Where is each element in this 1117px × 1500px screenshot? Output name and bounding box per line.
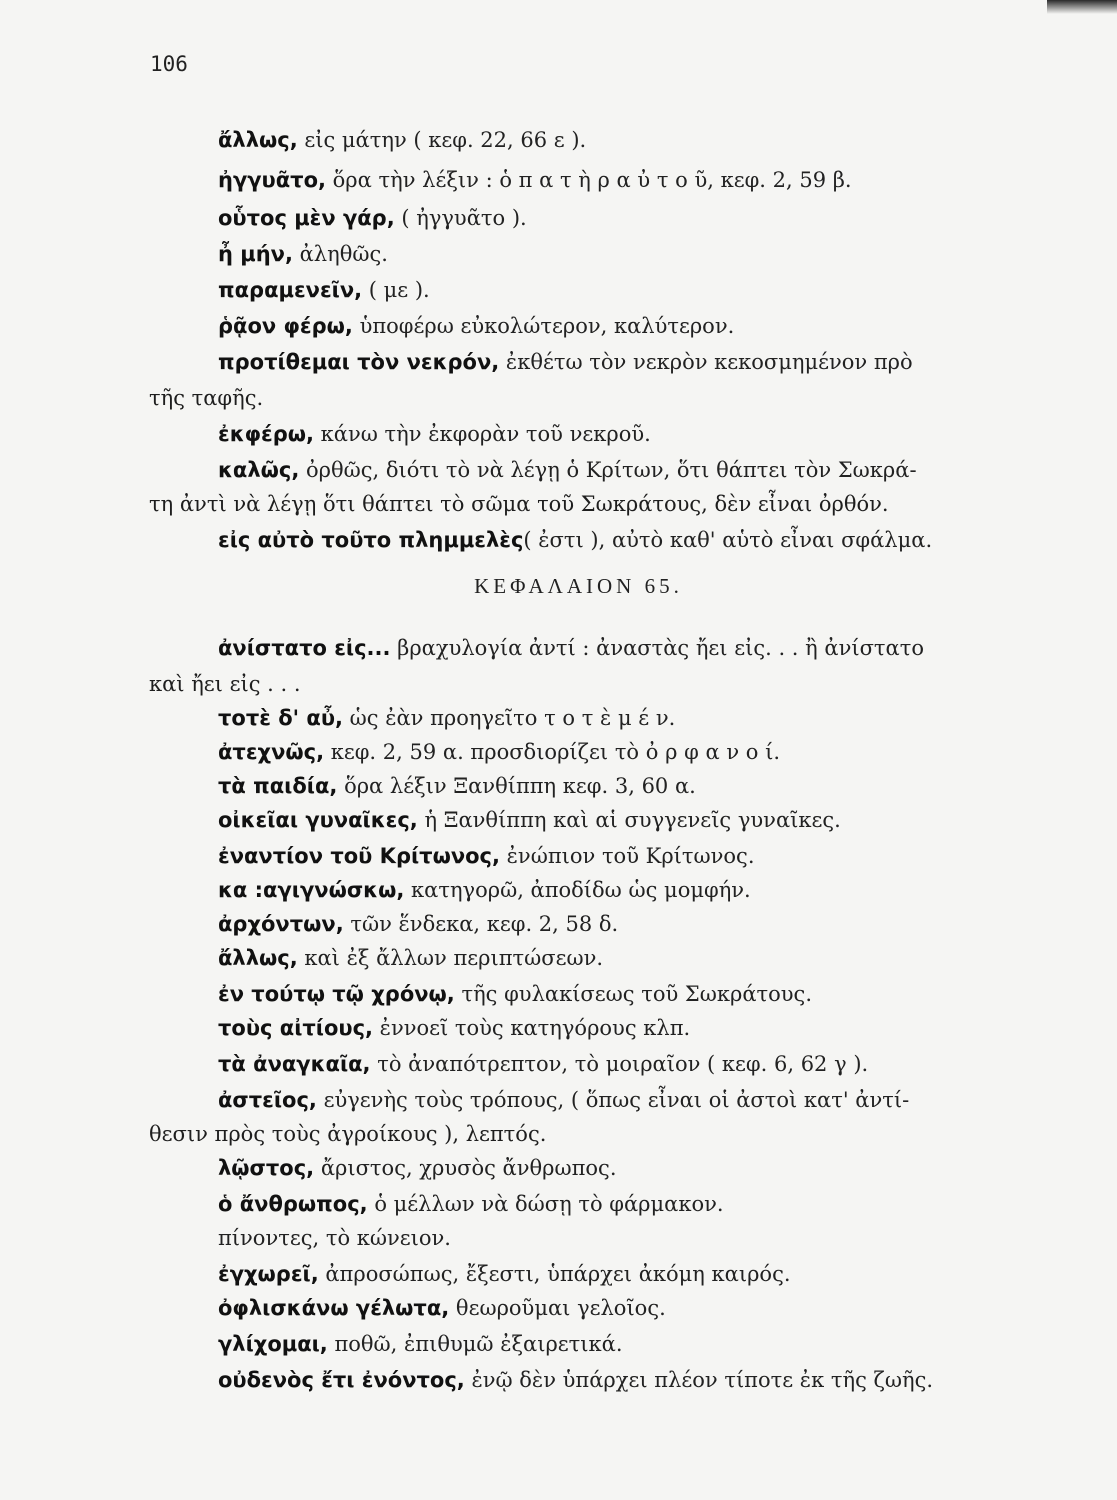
entry-gloss: ἐνῷ δὲν ὑπάρχει πλέον τίποτε ἐκ τῆς ζωῆς. <box>464 1368 934 1392</box>
entry-line <box>218 420 651 448</box>
entry-line <box>218 1330 623 1358</box>
entry-line <box>218 1014 690 1042</box>
entry-continuation: τῆς ταφῆς. <box>149 386 264 410</box>
entry-lemma: ὁ ἄνθρωπος, <box>218 1192 368 1216</box>
entry-lemma: κα :αγιγνώσκω, <box>218 878 405 902</box>
entry-lemma: οὗτος μὲν γάρ, <box>218 206 395 230</box>
chapter-heading: ΚΕΦΑΛΑΙΟΝ 65. <box>474 574 683 598</box>
entry-lemma: ἀνίστατο εἰς... <box>218 636 391 660</box>
entry-lemma: ἐκφέρω, <box>218 422 314 446</box>
entry-line <box>218 704 675 732</box>
entry-lemma: εἰς αὐτὸ τοῦτο πλημμελὲς <box>218 528 524 552</box>
entry-lemma: προτίθεμαι τὸν νεκρόν, <box>218 350 500 374</box>
entry-gloss: ἐκθέτω τὸν νεκρὸν κεκοσμημένον πρὸ <box>499 350 913 374</box>
entry-line <box>218 738 780 766</box>
entry-gloss: κεφ. 2, 59 α. προσδιορίζει τὸ ὀ ρ φ α ν ο ί. <box>324 740 780 764</box>
entry-lemma: ἐν τούτῳ τῷ χρόνῳ, <box>218 982 455 1006</box>
entry-lemma: ἀτεχνῶς, <box>218 740 325 764</box>
entry-lemma: ὀφλισκάνω γέλωτα, <box>218 1296 450 1320</box>
entry-gloss: τῶν ἕνδεκα, κεφ. 2, 58 δ. <box>343 912 619 936</box>
entry-line <box>218 1190 724 1218</box>
entry-lemma: ῥᾷον φέρω, <box>218 314 353 338</box>
entry-continuation: τη ἀντὶ νὰ λέγῃ ὅτι θάπτει τὸ σῶμα τοῦ Σωκράτους, δὲν εἶναι ὀρθόν. <box>149 492 889 516</box>
entry-line <box>218 806 841 834</box>
entry-gloss: ὅρα λέξιν Ξανθίππη κεφ. 3, 60 α. <box>337 774 696 798</box>
entry-line <box>218 126 586 154</box>
entry-gloss: εἰς μάτην ( κεφ. 22, 66 ε ). <box>297 128 587 152</box>
entry-lemma: ἄλλως, <box>218 128 298 152</box>
entry-lemma: λῷστος, <box>218 1156 315 1180</box>
entry-gloss: ἐννοεῖ τοὺς κατηγόρους κλπ. <box>373 1016 691 1040</box>
entry-line <box>218 772 696 800</box>
entry-line <box>218 456 917 484</box>
entry-gloss: ὡς ἐὰν προηγεῖτο τ ο τ ὲ μ έ ν. <box>343 706 676 730</box>
entry-lemma: παραμενεῖν, <box>218 278 363 302</box>
entry-line <box>218 876 751 904</box>
entry-lemma: ἀστεῖος, <box>218 1088 317 1112</box>
entry-gloss: ὁ μέλλων νὰ δώσῃ τὸ φάρμακον. <box>367 1192 724 1216</box>
entry-lemma: τὰ ἀναγκαῖα, <box>218 1052 371 1076</box>
entry-line <box>218 1366 933 1394</box>
entry-line <box>218 312 734 340</box>
entry-line <box>218 980 812 1008</box>
entry-gloss: τῆς φυλακίσεως τοῦ Σωκράτους. <box>454 982 812 1006</box>
entry-line <box>218 1050 868 1078</box>
entry-lemma: γλίχομαι, <box>218 1332 328 1356</box>
entry-line <box>218 910 618 938</box>
entry-gloss: ἀληθῶς. <box>292 242 388 266</box>
entry-line <box>218 276 430 304</box>
entry-gloss: ὑποφέρω εὐκολώτερον, καλύτερον. <box>352 314 735 338</box>
entry-lemma: οἰκεῖαι γυναῖκες, <box>218 808 418 832</box>
entry-lemma: οὐδενὸς ἔτι ἐνόντος, <box>218 1368 465 1392</box>
entry-line <box>218 526 932 554</box>
entry-gloss: βραχυλογία ἀντί : ἀναστὰς ἤει εἰς. . . ἢ ἀνίστατο <box>390 636 924 660</box>
entry-lemma: ἄλλως, <box>218 946 298 970</box>
entry-lemma: τοτὲ δ' αὖ, <box>218 706 343 730</box>
entry-gloss: ( με ). <box>362 278 430 302</box>
entry-lemma: ἠγγυᾶτο, <box>218 168 326 192</box>
entry-line <box>218 204 527 232</box>
entry-gloss: ἄριστος, χρυσὸς ἄνθρωπος. <box>314 1156 617 1180</box>
entry-gloss: τὸ ἀναπότρεπτον, τὸ μοιραῖον ( κεφ. 6, 62 γ ). <box>370 1052 869 1076</box>
entry-gloss: πίνοντες, τὸ κώνειον. <box>218 1226 451 1250</box>
entry-line <box>218 1086 909 1114</box>
entry-continuation: θεσιν πρὸς τοὺς ἀγροίκους ), λεπτός. <box>149 1122 547 1146</box>
entry-gloss: ὅρα τὴν λέξιν : ὁ π α τ ὴ ρ α ὐ τ ο ῦ, κεφ. 2, 59 β. <box>325 168 852 192</box>
entry-line <box>218 1224 451 1252</box>
entry-gloss: ὀρθῶς, διότι τὸ νὰ λέγῃ ὁ Κρίτων, ὅτι θάπτει τὸν Σωκρά- <box>299 458 917 482</box>
entry-line <box>218 1260 791 1288</box>
entry-lemma: ἀρχόντων, <box>218 912 344 936</box>
page-number: 106 <box>150 52 188 76</box>
entry-continuation: καὶ ἤει εἰς . . . <box>149 672 301 696</box>
entry-line <box>218 240 388 268</box>
entry-gloss: ( ἠγγυᾶτο ). <box>394 206 527 230</box>
entry-gloss: ( ἐστι ), αὐτὸ καθ' αὑτὸ εἶναι σφάλμα. <box>523 528 933 552</box>
entry-lemma: ἐγχωρεῖ, <box>218 1262 319 1286</box>
entry-lemma: τοὺς αἰτίους, <box>218 1016 373 1040</box>
entry-lemma: ἐναντίον τοῦ Κρίτωνος, <box>218 844 500 868</box>
entry-lemma: ἦ μήν, <box>218 242 293 266</box>
entry-line <box>218 348 913 376</box>
entry-gloss: θεωροῦμαι γελοῖος. <box>449 1296 666 1320</box>
entry-line <box>218 1154 617 1182</box>
entry-gloss: ἡ Ξανθίππη καὶ αἱ συγγενεῖς γυναῖκες. <box>417 808 841 832</box>
entry-line <box>218 842 755 870</box>
entry-gloss: καὶ ἐξ ἄλλων περιπτώσεων. <box>297 946 604 970</box>
entry-line <box>218 944 603 972</box>
entry-gloss: εὐγενὴς τοὺς τρόπους, ( ὅπως εἶναι οἱ ἀστοὶ κατ' ἀντί- <box>316 1088 910 1112</box>
scan-corner-shadow <box>1047 0 1117 14</box>
entry-line <box>218 634 924 662</box>
entry-lemma: τὰ παιδία, <box>218 774 338 798</box>
entry-lemma: καλῶς, <box>218 458 300 482</box>
entry-gloss: κάνω τὴν ἐκφορὰν τοῦ νεκροῦ. <box>314 422 651 446</box>
entry-line <box>218 1294 666 1322</box>
entry-gloss: κατηγορῶ, ἀποδίδω ὡς μομφήν. <box>404 878 751 902</box>
entry-gloss: ποθῶ, ἐπιθυμῶ ἐξαιρετικά. <box>327 1332 623 1356</box>
entry-gloss: ἀπροσώπως, ἔξεστι, ὑπάρχει ἀκόμη καιρός. <box>318 1262 791 1286</box>
entry-line <box>218 166 852 194</box>
entry-gloss: ἐνώπιον τοῦ Κρίτωνος. <box>499 844 755 868</box>
